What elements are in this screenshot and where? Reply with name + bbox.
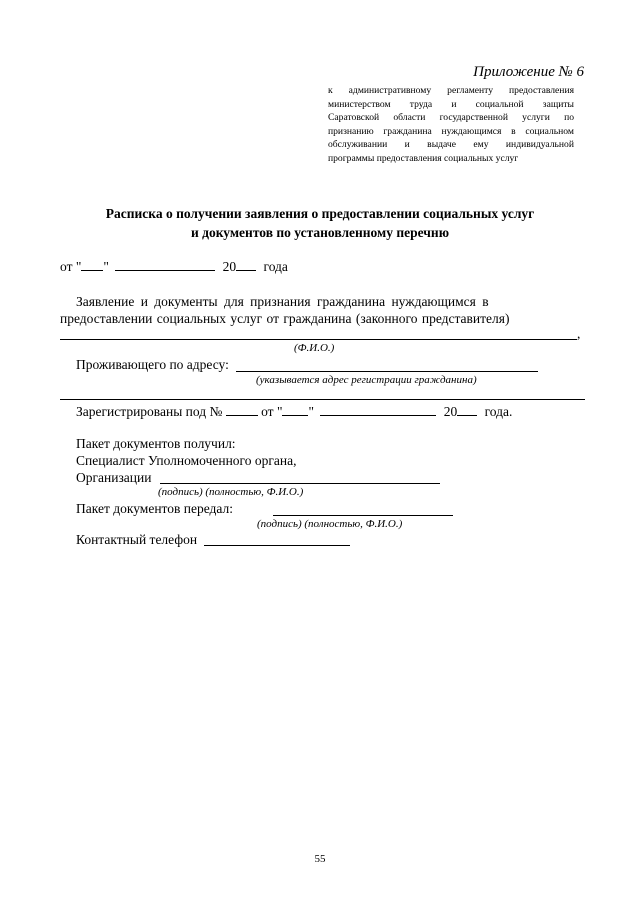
appendix-line: Саратовской области государственной услуги по bbox=[328, 112, 574, 124]
day-field[interactable] bbox=[81, 259, 103, 271]
registered-from-label: от " bbox=[261, 404, 283, 419]
address-note: (указывается адрес регистрации гражданина) bbox=[256, 374, 477, 386]
appendix-line: обслуживании и выдаче ему индивидуальной bbox=[328, 139, 574, 151]
date-quote-close: " bbox=[103, 259, 109, 274]
year-prefix: 20 bbox=[222, 259, 237, 274]
year-field[interactable] bbox=[236, 259, 256, 271]
document-title-line1: Расписка о получении заявления о предоставлении социальных услуг bbox=[105, 206, 535, 221]
appendix-description bbox=[328, 84, 574, 166]
statement-line2: предоставлении социальных услуг от гражданина (законного представителя) bbox=[60, 311, 510, 326]
document-title-line2: и документов по установленному перечню bbox=[190, 225, 450, 240]
statement-comma: , bbox=[577, 326, 581, 341]
received-line1: Пакет документов получил: bbox=[76, 436, 236, 451]
applicant-signature-field[interactable] bbox=[273, 515, 453, 516]
registration-day-field[interactable] bbox=[282, 404, 308, 416]
address-field-continued[interactable] bbox=[60, 399, 585, 400]
applicant-signature-note: (подпись) (полностью, Ф.И.О.) bbox=[257, 518, 403, 530]
handed-label: Пакет документов передал: bbox=[76, 501, 234, 516]
appendix-line: программы предоставления социальных услуг bbox=[328, 152, 519, 164]
year-suffix: года bbox=[263, 259, 288, 274]
phone-field[interactable] bbox=[204, 545, 350, 546]
registration-year-field[interactable] bbox=[457, 404, 477, 416]
appendix-line: министерством труда и социальной защиты bbox=[328, 98, 574, 110]
registered-year-prefix: 20 bbox=[443, 404, 458, 419]
phone-label: Контактный телефон bbox=[76, 532, 198, 547]
registered-quote-close: " bbox=[308, 404, 314, 419]
date-line bbox=[60, 259, 288, 275]
address-field[interactable] bbox=[236, 371, 538, 372]
received-line2: Специалист Уполномоченного органа, bbox=[76, 453, 297, 468]
statement-line1: Заявление и документы для признания гражданина нуждающимся в bbox=[76, 294, 489, 309]
registration-number-field[interactable] bbox=[226, 404, 258, 416]
registration-month-field[interactable] bbox=[320, 404, 436, 416]
specialist-signature-note: (подпись) (полностью, Ф.И.О.) bbox=[158, 486, 304, 498]
specialist-signature-field[interactable] bbox=[160, 483, 440, 484]
fio-note: (Ф.И.О.) bbox=[294, 342, 335, 354]
applicant-name-field[interactable] bbox=[60, 339, 577, 340]
registered-line bbox=[76, 404, 512, 420]
appendix-title: Приложение № 6 bbox=[473, 64, 584, 80]
appendix-line: к административному регламенту предоставления bbox=[328, 85, 574, 96]
date-from-label: от " bbox=[60, 259, 82, 274]
registered-label: Зарегистрированы под № bbox=[76, 404, 223, 419]
page-number: 55 bbox=[314, 853, 326, 865]
organization-label: Организации bbox=[76, 470, 152, 485]
registered-year-suffix: года. bbox=[484, 404, 513, 419]
month-field[interactable] bbox=[115, 259, 215, 271]
appendix-line: признанию гражданина нуждающимся в социальном bbox=[328, 125, 574, 137]
address-label: Проживающего по адресу: bbox=[76, 357, 229, 372]
